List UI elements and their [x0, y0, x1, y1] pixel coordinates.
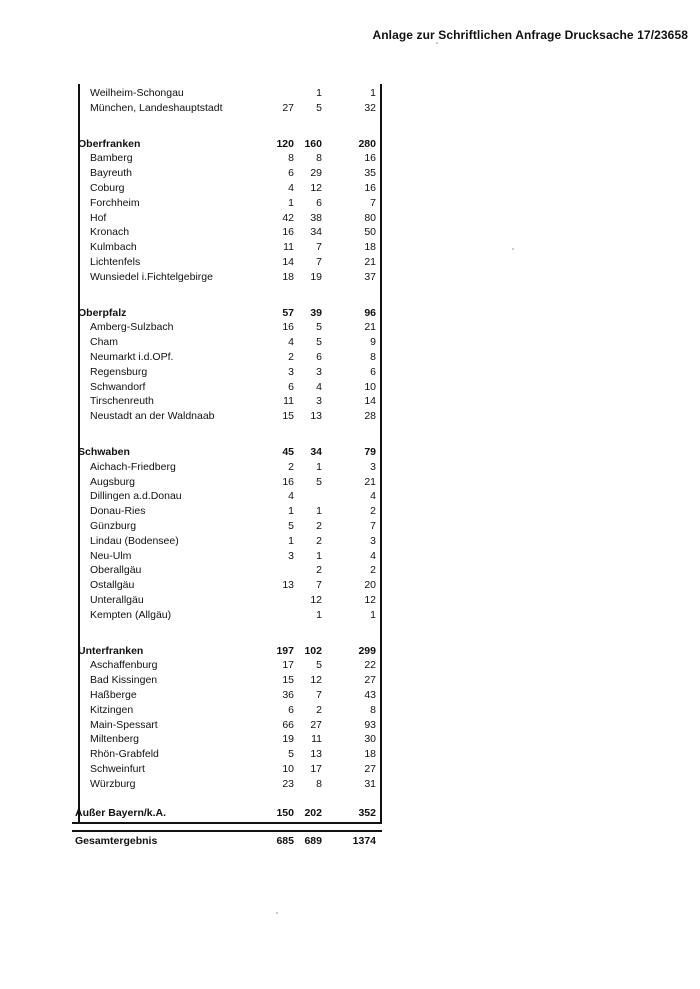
value-col-total: 7: [370, 196, 376, 209]
table-row: [72, 747, 382, 762]
value-col-1: 4: [288, 182, 294, 194]
region-header-row: [72, 306, 382, 321]
row-label: Lichtenfels: [90, 256, 141, 268]
value-col-1: 4: [288, 336, 294, 349]
value-col-1: 5: [288, 748, 294, 761]
value-col-2: 29: [310, 167, 322, 180]
row-label: Donau-Ries: [90, 505, 146, 518]
row-label: Unterallgäu: [90, 594, 144, 606]
value-col-2: 38: [310, 211, 322, 224]
value-col-2: 6: [316, 196, 322, 209]
value-col-2: 34: [310, 446, 322, 458]
value-col-1: 14: [282, 256, 294, 268]
value-col-2: 3: [316, 395, 322, 408]
row-label: Oberpfalz: [78, 306, 127, 319]
value-col-1: 5: [288, 520, 294, 532]
value-col-total: 3: [370, 460, 376, 473]
table-row: [72, 211, 382, 226]
value-col-total: 9: [370, 336, 376, 349]
value-col-1: 45: [282, 446, 294, 458]
value-col-2: 2: [316, 703, 322, 716]
value-col-2: 5: [316, 659, 322, 672]
table-row: [72, 608, 382, 623]
value-col-2: 2: [316, 534, 322, 547]
value-col-1: 57: [282, 306, 294, 319]
value-col-total: 80: [364, 211, 376, 224]
value-col-total: 1: [370, 608, 376, 621]
value-col-1: 6: [288, 167, 294, 180]
value-col-2: 7: [316, 241, 322, 254]
value-col-1: 1: [288, 534, 294, 547]
value-col-1: 17: [282, 659, 294, 672]
value-col-2: 12: [310, 674, 322, 687]
table-row: [72, 563, 382, 578]
value-col-total: 8: [370, 703, 376, 716]
table-row: [72, 225, 382, 240]
value-col-1: 1: [288, 196, 294, 209]
value-col-2: 6: [316, 351, 322, 363]
table-row: [72, 151, 382, 166]
table-row: [72, 762, 382, 777]
value-col-1: 19: [282, 733, 294, 746]
value-col-1: 15: [282, 674, 294, 687]
table-row: [72, 549, 382, 564]
table-row: [72, 489, 382, 504]
table-row: [72, 320, 382, 335]
row-label: München, Landeshauptstadt: [90, 101, 223, 114]
value-col-1: 16: [282, 475, 294, 488]
row-label: Schweinfurt: [90, 763, 145, 775]
value-col-total: 12: [364, 594, 376, 606]
table-row: [72, 101, 382, 116]
value-col-total: 14: [364, 395, 376, 408]
row-label: Wunsiedel i.Fichtelgebirge: [90, 270, 213, 283]
table-row: [72, 777, 382, 792]
value-col-2: 7: [316, 256, 322, 268]
row-label: Kulmbach: [90, 241, 137, 254]
value-col-1: 4: [288, 490, 294, 503]
table-row: [72, 534, 382, 549]
table-row: [72, 409, 382, 424]
value-col-total: 93: [364, 718, 376, 731]
value-col-1: 6: [288, 380, 294, 393]
value-col-2: 4: [316, 380, 322, 393]
table-row: [72, 240, 382, 255]
value-col-1: 13: [282, 579, 294, 592]
row-label: Forchheim: [90, 196, 140, 209]
scan-speck: [512, 248, 514, 250]
value-col-total: 18: [364, 748, 376, 761]
value-col-total: 37: [364, 270, 376, 283]
table-row: [72, 181, 382, 196]
value-col-2: 8: [316, 152, 322, 165]
value-col-total: 21: [364, 475, 376, 488]
value-col-total: 35: [364, 167, 376, 180]
value-col-2: 39: [310, 306, 322, 319]
value-col-2: 7: [316, 689, 322, 701]
value-col-total: 2: [370, 564, 376, 577]
value-col-1: 6: [288, 703, 294, 716]
value-col-2: 2: [316, 564, 322, 577]
value-col-total: 16: [364, 182, 376, 194]
statistics-table: [72, 84, 382, 848]
value-col-2: 1: [316, 87, 322, 99]
row-label: Neustadt an der Waldnaab: [90, 410, 215, 423]
value-col-2: 34: [310, 226, 322, 239]
value-col-1: 27: [282, 101, 294, 114]
value-col-1: 1: [288, 505, 294, 518]
document-header: Anlage zur Schriftlichen Anfrage Drucksache 17/23658: [372, 28, 688, 42]
row-label: Coburg: [90, 182, 125, 194]
row-label: Rhön-Grabfeld: [90, 748, 159, 761]
row-label: Ostallgäu: [90, 579, 135, 592]
value-col-1: 150: [276, 806, 294, 819]
value-col-total: 6: [370, 365, 376, 378]
table-row: [72, 519, 382, 534]
table-row: [72, 460, 382, 475]
value-col-total: 30: [364, 733, 376, 746]
value-col-2: 689: [304, 835, 322, 848]
table-row: [72, 255, 382, 270]
value-col-total: 96: [364, 306, 376, 319]
value-col-total: 280: [358, 137, 376, 150]
value-col-2: 12: [310, 182, 322, 194]
table-row: [72, 166, 382, 181]
value-col-1: 16: [282, 321, 294, 334]
row-label: Schwandorf: [90, 380, 146, 393]
table-row: [72, 270, 382, 285]
value-col-2: 1: [316, 460, 322, 473]
row-label: Haßberge: [90, 689, 137, 701]
scan-speck: [436, 42, 438, 44]
table-row: [72, 350, 382, 365]
value-col-1: 3: [288, 365, 294, 378]
row-label: Aschaffenburg: [90, 659, 158, 672]
value-col-total: 4: [370, 490, 376, 503]
row-label: Gesamtergebnis: [75, 835, 158, 848]
value-col-2: 5: [316, 101, 322, 114]
value-col-2: 5: [316, 475, 322, 488]
table-row: [72, 475, 382, 490]
value-col-total: 10: [364, 380, 376, 393]
value-col-total: 21: [364, 321, 376, 334]
row-label: Miltenberg: [90, 733, 140, 746]
value-col-2: 19: [310, 270, 322, 283]
row-label: Oberfranken: [78, 137, 141, 150]
value-col-1: 10: [282, 763, 294, 775]
value-col-1: 66: [282, 718, 294, 731]
value-col-1: 16: [282, 226, 294, 239]
value-col-total: 7: [370, 520, 376, 532]
table-row: [72, 86, 382, 101]
value-col-total: 3: [370, 534, 376, 547]
value-col-total: 32: [364, 101, 376, 114]
table-row: [72, 380, 382, 395]
value-col-1: 2: [288, 351, 294, 363]
value-col-total: 299: [358, 644, 376, 657]
value-col-2: 13: [310, 748, 322, 761]
value-col-1: 11: [283, 241, 294, 254]
value-col-1: 42: [282, 211, 294, 224]
value-col-2: 202: [304, 806, 322, 819]
value-col-total: 27: [364, 763, 376, 775]
table-row: [72, 335, 382, 350]
value-col-1: 120: [276, 137, 294, 150]
value-col-1: 11: [283, 395, 294, 408]
row-label: Unterfranken: [78, 644, 144, 657]
row-label: Oberallgäu: [90, 564, 142, 577]
scan-speck: [276, 912, 278, 914]
value-col-2: 12: [310, 594, 322, 606]
row-label: Cham: [90, 336, 119, 349]
row-label: Neu-Ulm: [90, 549, 132, 562]
value-col-2: 7: [316, 579, 322, 592]
value-col-total: 31: [364, 777, 376, 790]
value-col-total: 50: [364, 226, 376, 239]
row-label: Schwaben: [78, 446, 130, 458]
region-header-row: [72, 137, 382, 152]
value-col-total: 27: [364, 674, 376, 687]
region-header-row: [72, 445, 382, 460]
value-col-2: 27: [310, 718, 322, 731]
value-col-total: 4: [370, 549, 376, 562]
value-col-total: 18: [364, 241, 376, 254]
row-label: Tirschenreuth: [90, 395, 154, 408]
table-row: [72, 394, 382, 409]
value-col-2: 11: [311, 733, 322, 746]
value-col-2: 17: [310, 763, 322, 775]
table-row: [72, 578, 382, 593]
value-col-total: 20: [364, 579, 376, 592]
value-col-1: 685: [276, 835, 294, 848]
table-row: [72, 504, 382, 519]
value-col-2: 5: [316, 336, 322, 349]
row-label: Amberg-Sulzbach: [90, 321, 174, 334]
value-col-total: 352: [358, 806, 376, 819]
total-row: [72, 834, 382, 849]
row-label: Kitzingen: [90, 703, 134, 716]
table-row: [72, 658, 382, 673]
value-col-total: 22: [364, 659, 376, 672]
total-separator-line: [72, 830, 382, 832]
value-col-1: 23: [282, 777, 294, 790]
row-label: Augsburg: [90, 475, 135, 488]
row-label: Bamberg: [90, 152, 133, 165]
value-col-2: 1: [316, 608, 322, 621]
value-col-total: 21: [364, 256, 376, 268]
value-col-1: 8: [288, 152, 294, 165]
value-col-2: 2: [316, 520, 322, 532]
row-label: Kronach: [90, 226, 130, 239]
row-label: Hof: [90, 211, 107, 224]
table-row: [72, 593, 382, 608]
value-col-2: 3: [316, 365, 322, 378]
value-col-total: 2: [370, 505, 376, 518]
table-row: [72, 196, 382, 211]
value-col-1: 36: [282, 689, 294, 701]
region-header-row: [72, 644, 382, 659]
value-col-1: 2: [288, 460, 294, 473]
table-row: [72, 703, 382, 718]
row-label: Günzburg: [90, 520, 137, 532]
value-col-2: 102: [304, 644, 322, 657]
value-col-1: 197: [276, 644, 294, 657]
row-label: Bayreuth: [90, 167, 133, 180]
value-col-2: 5: [316, 321, 322, 334]
value-col-2: 8: [316, 777, 322, 790]
table-row: [72, 688, 382, 703]
row-label: Bad Kissingen: [90, 674, 158, 687]
row-label: Außer Bayern/k.A.: [75, 806, 167, 819]
value-col-1: 18: [282, 270, 294, 283]
value-col-1: 3: [288, 549, 294, 562]
table-row: [72, 365, 382, 380]
table-row: [72, 718, 382, 733]
value-col-2: 1: [316, 505, 322, 518]
table-row: [72, 673, 382, 688]
row-label: Aichach-Friedberg: [90, 460, 176, 473]
value-col-total: 16: [364, 152, 376, 165]
row-label: Main-Spessart: [90, 718, 158, 731]
total-row: [72, 806, 382, 821]
value-col-total: 1: [370, 87, 376, 99]
value-col-2: 1: [316, 549, 322, 562]
table-bottom-border: [72, 822, 382, 824]
value-col-2: 160: [304, 137, 322, 150]
value-col-1: 15: [282, 410, 294, 423]
value-col-2: 13: [310, 410, 322, 423]
row-label: Weilheim-Schongau: [90, 87, 184, 99]
row-label: Dillingen a.d.Donau: [90, 490, 182, 503]
row-label: Würzburg: [90, 777, 136, 790]
value-col-total: 8: [370, 351, 376, 363]
value-col-total: 79: [364, 446, 376, 458]
row-label: Neumarkt i.d.OPf.: [90, 351, 174, 363]
row-label: Regensburg: [90, 365, 148, 378]
value-col-total: 1374: [352, 835, 376, 848]
value-col-total: 43: [364, 689, 376, 701]
row-label: Lindau (Bodensee): [90, 534, 179, 547]
value-col-total: 28: [364, 410, 376, 423]
table-row: [72, 732, 382, 747]
row-label: Kempten (Allgäu): [90, 608, 172, 621]
